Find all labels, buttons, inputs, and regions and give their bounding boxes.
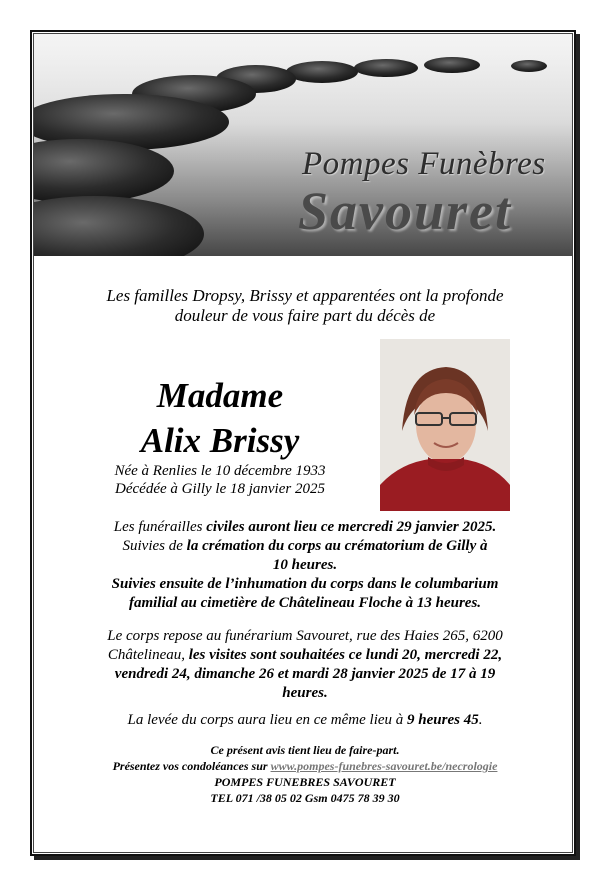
visit-line-2 (70, 646, 540, 665)
visit-line-3 (70, 665, 540, 684)
brand-line-2: Savouret (298, 181, 513, 241)
visit-hours-end: heures. (282, 685, 328, 701)
funeral-intro-text: Les funérailles (113, 519, 207, 535)
footer (60, 742, 550, 806)
footer-phone: TEL 071 /38 05 02 Gsm 0475 78 39 30 (210, 791, 400, 805)
visit-line-4 (70, 684, 540, 703)
header-banner (34, 34, 572, 256)
footer-company: POMPES FUNEBRES SAVOURET (214, 775, 396, 789)
cremation-place: la crémation du corps au crématorium de Gilly à (186, 538, 488, 554)
stone-1 (511, 60, 547, 72)
levee-end: . (478, 712, 483, 728)
footer-notice: Ce présent avis tient lieu de faire-part. (210, 743, 400, 757)
inhumation-text-2: familial au cimetière de Châtelineau Floche à 13 heures. (128, 595, 482, 611)
death-info: Décédée à Gilly le 18 janvier 2025 (115, 481, 325, 497)
visit-line-1: Le corps repose au funérarium Savouret, rue des Haies 265, 6200 (107, 628, 503, 644)
funeral-line-5 (70, 594, 540, 613)
deceased-title: Madame (156, 376, 284, 415)
condolences-label: Présentez vos condoléances sur (112, 759, 271, 773)
intro-line-1: Les familles Dropsy, Brissy et apparentées ont la profonde (106, 286, 504, 305)
cremation-time: 10 heures. (272, 557, 338, 573)
stone-4 (286, 61, 358, 83)
funeral-line-3 (70, 556, 540, 575)
levee-time: 9 heures 45 (407, 712, 479, 728)
footer-condolences (60, 758, 550, 774)
necrologie-link[interactable]: www.pompes-funebres-savouret.be/necrologie (270, 759, 498, 773)
brand-line-1: Pompes Funèbres (302, 146, 546, 182)
funeral-line-4 (70, 575, 540, 594)
inhumation-text-1: Suivies ensuite de l’inhumation du corps dans le columbarium (111, 576, 499, 592)
stone-2 (424, 57, 480, 73)
visit-days-1: les visites sont souhaitées ce lundi 20, mercredi 22, (188, 647, 503, 663)
levee-intro: La levée du corps aura lieu en ce même lieu à (127, 712, 408, 728)
intro-text (60, 286, 550, 326)
funeral-line-2 (70, 537, 540, 556)
stone-3 (354, 59, 418, 77)
funeral-details (70, 518, 540, 613)
portrait-photo (380, 339, 510, 511)
intro-line-2: douleur de vous faire part du décès de (174, 306, 436, 325)
funeral-date: civiles auront lieu ce mercredi 29 janvier 2025. (206, 519, 497, 535)
levee-text (70, 712, 540, 729)
birth-info: Née à Renlies le 10 décembre 1933 (114, 463, 326, 479)
visit-days-2: vendredi 24, dimanche 26 et mardi 28 janvier 2025 de 17 à 19 (114, 666, 496, 682)
visit-details (70, 627, 540, 703)
cremation-intro: Suivies de (122, 538, 187, 554)
deceased-name: Alix Brissy (140, 421, 300, 460)
visit-city: Châtelineau, (107, 647, 189, 663)
funeral-line-1 (70, 518, 540, 537)
deceased-dates (80, 462, 360, 498)
